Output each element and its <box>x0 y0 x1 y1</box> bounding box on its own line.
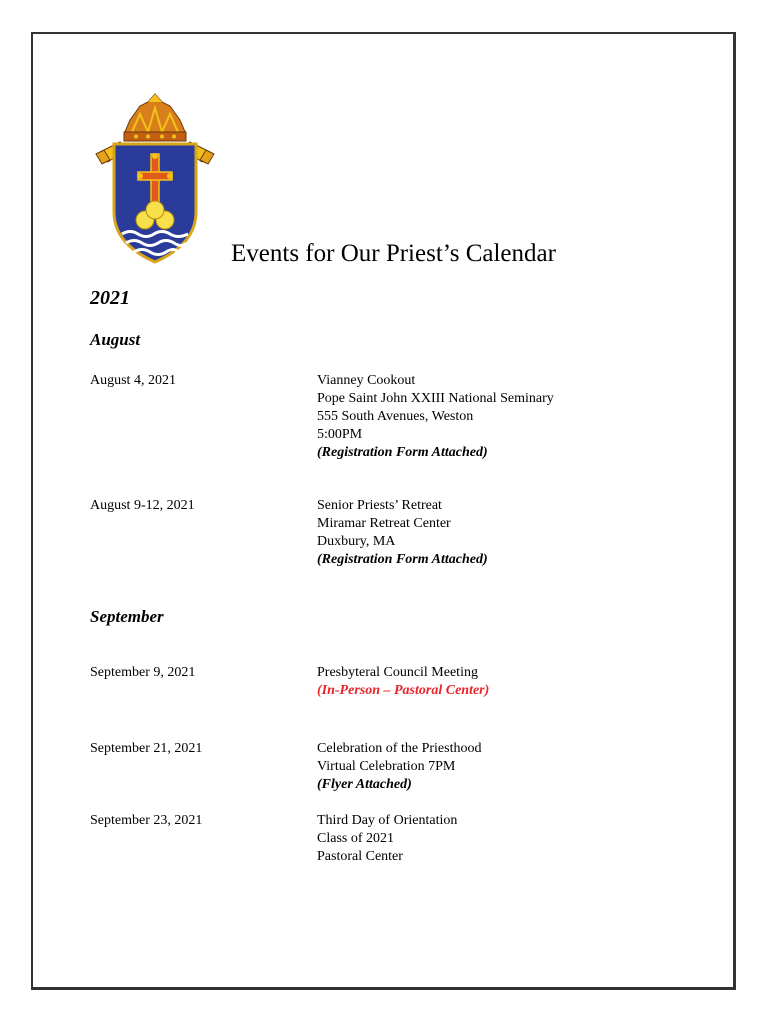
month-heading-september: September <box>90 607 164 626</box>
event-date: September 23, 2021 <box>90 813 203 828</box>
event-line: Vianney Cookout <box>317 373 416 388</box>
month-heading-august: August <box>90 330 141 349</box>
event-note-highlight: (In-Person – Pastoral Center) <box>317 683 490 698</box>
event-line: Presbyteral Council Meeting <box>317 665 478 680</box>
event-line: 5:00PM <box>317 427 363 442</box>
event-line: Virtual Celebration 7PM <box>317 759 456 774</box>
event-line: Pope Saint John XXIII National Seminary <box>317 391 554 406</box>
event-line: Third Day of Orientation <box>317 813 458 828</box>
event-line: Celebration of the Priesthood <box>317 741 482 756</box>
event-date: August 9-12, 2021 <box>90 498 195 513</box>
year-heading: 2021 <box>90 287 130 309</box>
event-note: (Registration Form Attached) <box>317 552 488 567</box>
coat-of-arms-icon <box>90 92 220 267</box>
event-details <box>317 372 554 462</box>
event-line: Class of 2021 <box>317 831 394 846</box>
event-date: August 4, 2021 <box>90 373 176 388</box>
event-line: Miramar Retreat Center <box>317 516 451 531</box>
event-details <box>317 812 457 866</box>
event-note: (Registration Form Attached) <box>317 445 488 460</box>
event-date: September 21, 2021 <box>90 741 203 756</box>
event-line: 555 South Avenues, Weston <box>317 409 474 424</box>
event-details <box>317 497 488 569</box>
event-date: September 9, 2021 <box>90 665 196 680</box>
page-title: Events for Our Priest’s Calendar <box>231 240 556 267</box>
event-note: (Flyer Attached) <box>317 777 412 792</box>
event-line: Senior Priests’ Retreat <box>317 498 442 513</box>
event-line: Pastoral Center <box>317 849 403 864</box>
event-line: Duxbury, MA <box>317 534 396 549</box>
event-details <box>317 740 481 794</box>
event-details <box>317 664 489 700</box>
